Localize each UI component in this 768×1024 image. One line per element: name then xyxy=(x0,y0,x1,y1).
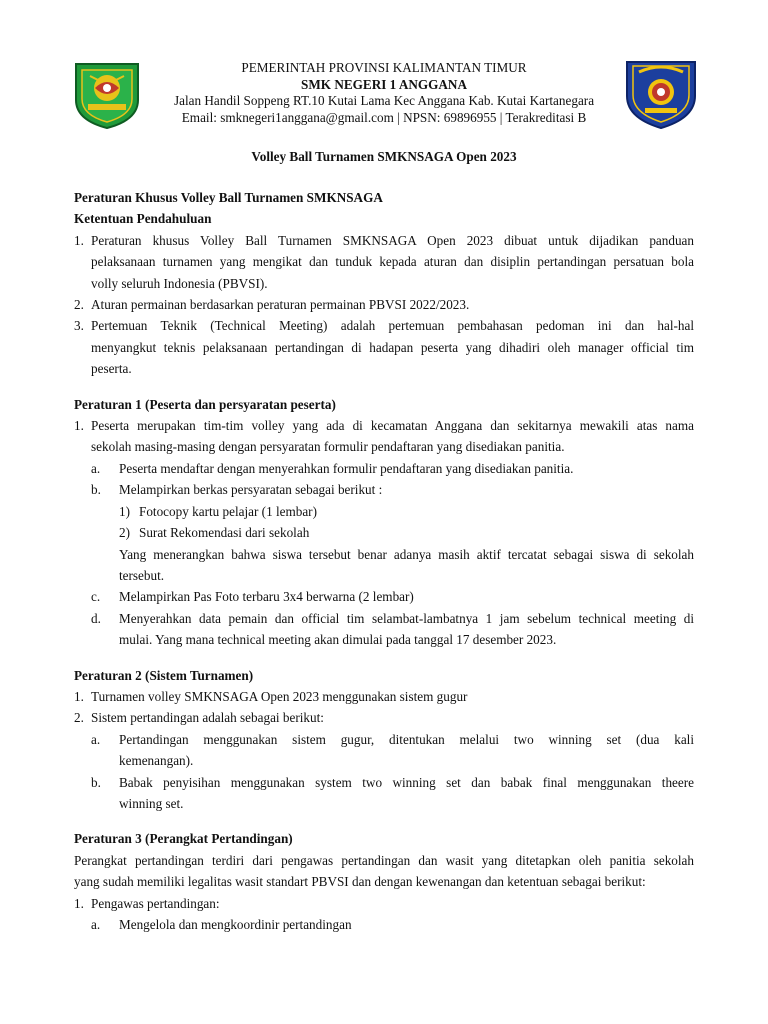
list-item: 1. Pengawas pertandingan: xyxy=(74,895,220,911)
nested-list-item: 2) Surat Rekomendasi dari sekolah xyxy=(119,525,310,541)
list-item: 2. Sistem pertandingan adalah sebagai berikut: xyxy=(74,710,324,726)
sub-list-item: a. Mengelola dan mengkoordinir pertandingan xyxy=(91,917,352,932)
letterhead xyxy=(150,60,618,126)
province-emblem-logo xyxy=(68,58,146,130)
letterhead-government: PEMERINTAH PROVINSI KALIMANTAN TIMUR xyxy=(241,60,527,75)
list-item: 1. Turnamen volley SMKNSAGA Open 2023 menggunakan sistem gugur xyxy=(74,688,468,704)
letterhead-address: Jalan Handil Soppeng RT.10 Kutai Lama Kec Anggana Kab. Kutai Kartanegara xyxy=(173,93,595,108)
section-heading: Peraturan 2 (Sistem Turnamen) xyxy=(74,667,254,683)
sub-list-item: a. Pertandingan menggunakan sistem gugur, ditentukan melalui two winning set (dua kali kemenangan). xyxy=(91,731,694,769)
subsection-heading: Ketentuan Pendahuluan xyxy=(74,211,212,227)
sub-list-item: d. Menyerahkan data pemain dan official tim selambat-lambatnya 1 jam sebelum technical meeting di mulai. Yang mana technical meeting akan dimulai pada tanggal 17 desember 2023. xyxy=(91,610,694,648)
document-body xyxy=(74,187,694,935)
sub-list-item: a. Peserta mendaftar dengan menyerahkan formulir pendaftaran yang disediakan panitia. xyxy=(91,460,574,476)
sub-list-item: c. Melampirkan Pas Foto terbaru 3x4 berwarna (2 lembar) xyxy=(91,589,414,605)
sub-list-item: b. Babak penyisihan menggunakan system two winning set dan babak final menggunakan theere winning set. xyxy=(91,774,694,811)
school-emblem-logo xyxy=(621,56,701,130)
letterhead-contact: Email: smknegeri1anggana@gmail.com | NPSN: 69896955 | Terakreditasi B xyxy=(181,109,587,125)
list-note: Yang menerangkan bahwa siswa tersebut benar adanya masih aktif tercatat sebagai siswa di sekolah tersebut. xyxy=(119,546,694,583)
section-heading: Peraturan 1 (Peserta dan persyaratan peserta) xyxy=(74,396,336,412)
letterhead-school-name: SMK NEGERI 1 ANGGANA xyxy=(301,76,467,92)
list-item: 1. Peraturan khusus Volley Ball Turnamen SMKNSAGA Open 2023 dibuat untuk dijadikan panduan pelaksanaan turnamen yang mengikat dan tunduk kepada aturan dan disiplin pertandingan persatuan bola volly seluruh Indonesia (PBVSI). xyxy=(74,232,694,291)
paragraph: Perangkat pertandingan terdiri dari pengawas pertandingan dan wasit yang ditetapkan oleh panitia sekolah yang sudah memiliki legalitas wasit standart PBVSI dan dengan kewenangan dan ketentuan sebagai berikut: xyxy=(74,852,694,890)
document-title: Volley Ball Turnamen SMKNSAGA Open 2023 xyxy=(251,149,517,164)
section-heading: Peraturan 3 (Perangkat Pertandingan) xyxy=(74,831,293,847)
section-heading: Peraturan Khusus Volley Ball Turnamen SMKNSAGA xyxy=(74,190,383,205)
list-item: 3. Pertemuan Teknik (Technical Meeting) adalah pertemuan pembahasan pedoman ini dan hal-hal menyangkut teknis pelaksanaan pertandingan di hadapan peserta yang dihadiri oleh manager official tim peserta. xyxy=(74,318,694,377)
list-item: 2. Aturan permainan berdasarkan peraturan permainan PBVSI 2022/2023. xyxy=(74,297,470,313)
list-item: 1. Peserta merupakan tim-tim volley yang ada di kecamatan Anggana dan sekitarnya mewakili atas nama sekolah masing-masing dengan persyaratan formulir pendaftaran yang disediakan panitia. xyxy=(74,418,694,455)
sub-list-item: b. Melampirkan berkas persyaratan sebagai berikut : xyxy=(91,482,383,498)
nested-list-item: 1) Fotocopy kartu pelajar (1 lembar) xyxy=(119,503,317,519)
